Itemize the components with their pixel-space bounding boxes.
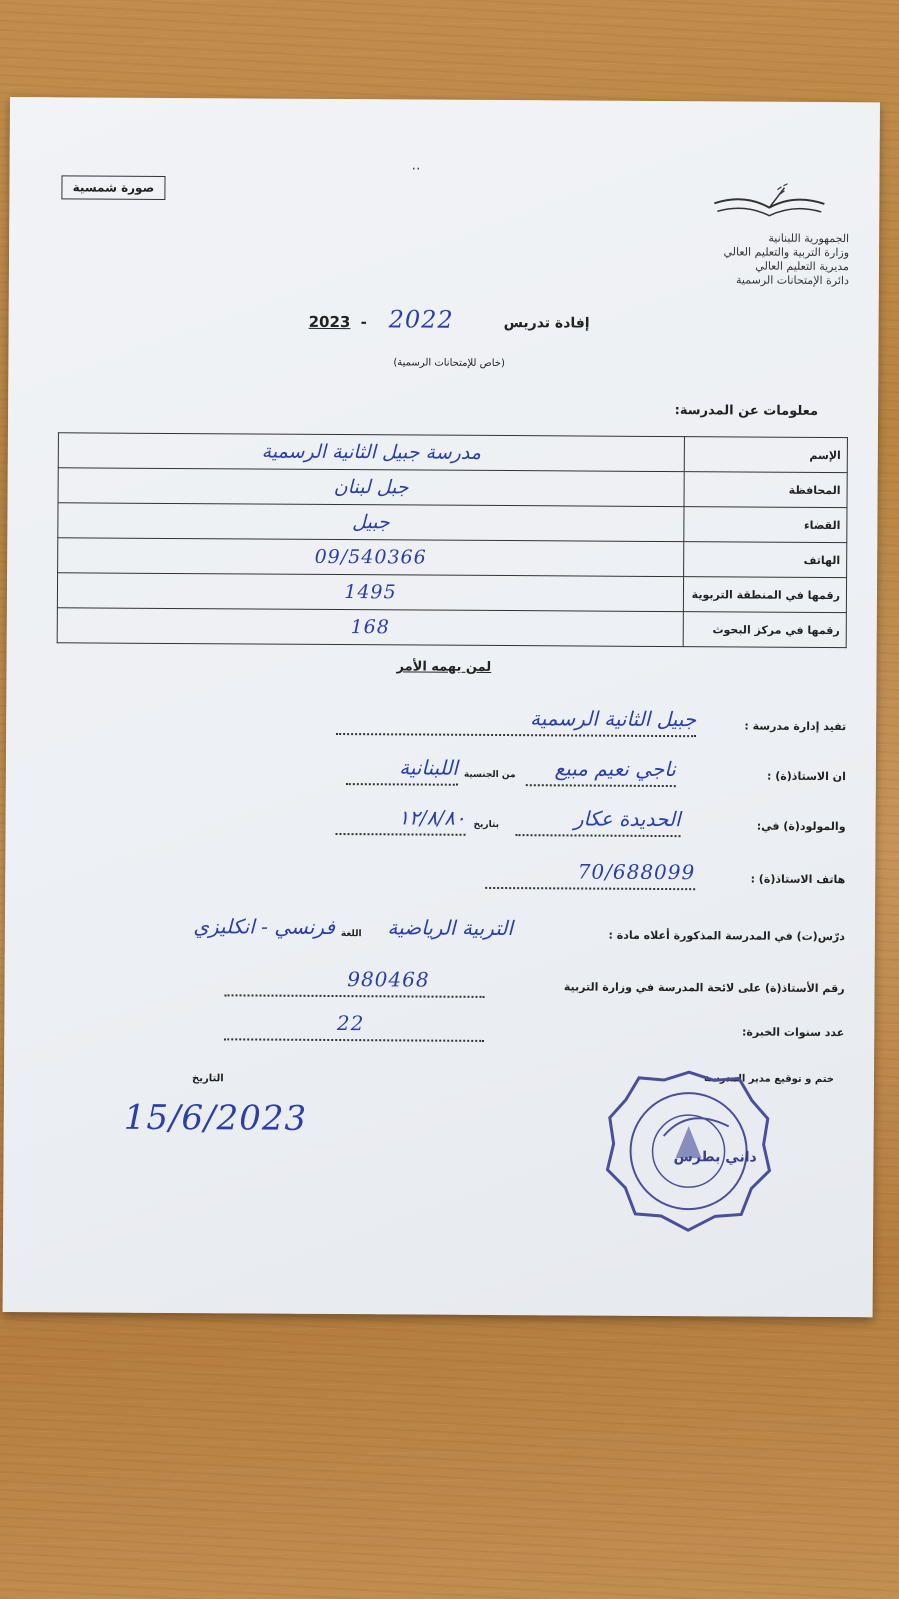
nationality-label: من الجنسية [463, 769, 516, 781]
paper-dots: ·· [411, 161, 421, 178]
teacher-number-label: رقم الأستاذ(ة) على لائحة المدرسة في وزارة التربية [563, 980, 845, 996]
table-row [58, 468, 847, 508]
table-row [58, 433, 847, 473]
school-admin-label: تفيد إدارة مدرسة : [744, 719, 847, 734]
ministry-header [723, 231, 849, 288]
district-label: القضاء [684, 507, 847, 543]
region-number-value: 1495 [57, 573, 683, 612]
school-name-value: مدرسة جبيل الثانية الرسمية [58, 433, 684, 472]
experience-years-value: 22 [336, 1011, 365, 1036]
school-admin-value: جبيل الثانية الرسمية [529, 706, 697, 732]
photo-label: صورة شمسية [72, 180, 155, 195]
ministry-line: دائرة الإمتحانات الرسمية [735, 273, 849, 288]
field-phone [45, 859, 846, 895]
teacher-phone-value: 70/688099 [577, 859, 696, 885]
table-row [57, 573, 846, 613]
table-row [57, 608, 846, 648]
birth-date-label: بتاريخ [473, 819, 500, 831]
title-label: إفادة تدريس [503, 315, 590, 332]
school-name-label: الإسم [684, 437, 847, 473]
research-number-label: رقمها في مركز البحوث [683, 612, 846, 648]
birth-date-line [335, 805, 466, 836]
table-row [58, 503, 847, 543]
school-section-heading: معلومات عن المدرسة: [674, 403, 819, 419]
region-number-label: رقمها في المنطقة التربوية [683, 577, 846, 613]
field-birth [45, 805, 846, 842]
experience-years-label: عدد سنوات الخبرة: [741, 1025, 845, 1040]
birth-date-value: ١٢/٨/٨٠ [398, 805, 466, 830]
teaching-certificate-document [3, 97, 880, 1317]
subject-label: درّس(ت) في المدرسة المذكورة أعلاه مادة : [608, 928, 845, 944]
ministry-line: الجمهورية اللبنانية [768, 231, 850, 246]
nationality-value: اللبنانية [399, 755, 458, 780]
birth-place-value: الحديدة عكار [573, 806, 681, 832]
teacher-phone-label: هاتف الاستاذ(ة) : [750, 872, 846, 887]
date-label: التاريخ [191, 1073, 224, 1085]
subject-value: التربية الرياضية [387, 915, 514, 941]
field-years [44, 1011, 845, 1048]
birth-label: والمولود(ة) في: [756, 819, 846, 834]
document-subtitle: (خاص للإمتحانات الرسمية) [393, 357, 505, 370]
language-value: فرنسي - انكليزي [193, 914, 336, 940]
language-label: اللغة [340, 929, 362, 940]
ministry-line: مديرية التعليم العالي [755, 259, 850, 274]
field-number [44, 967, 845, 1004]
school-admin-line [336, 706, 697, 737]
date-value: 15/6/2023 [123, 1097, 308, 1139]
ministry-line: وزارة التربية والتعليم العالي [723, 245, 850, 260]
governorate-value: جبل لبنان [58, 468, 684, 507]
to-whom-it-may-concern: لمن يهمه الأمر [396, 659, 492, 675]
teacher-label: ان الاستاذ(ة) : [767, 769, 846, 784]
school-info-table [57, 432, 848, 648]
ministry-logo-icon [709, 181, 829, 222]
year-end: 2023 [308, 312, 351, 332]
teacher-phone-line [485, 859, 696, 890]
research-number-value: 168 [57, 608, 683, 647]
district-value: جبيل [58, 503, 684, 542]
field-subject [45, 914, 845, 952]
teacher-number-value: 980468 [347, 967, 430, 992]
governorate-label: المحافظة [684, 472, 847, 508]
teacher-name-line [526, 756, 676, 787]
field-school-admin [46, 706, 847, 742]
school-phone-label: الهاتف [684, 542, 847, 578]
experience-years-line [224, 1011, 484, 1042]
year-start: 2022 [388, 305, 454, 334]
principal-signature-label: ختم و توقيع مدير المدرسة [703, 1073, 835, 1086]
subject-line [375, 915, 514, 944]
year-separator: - [360, 313, 367, 332]
signer-name: داني بطرس [673, 1149, 757, 1166]
language-line [145, 914, 336, 943]
table-row [58, 538, 847, 578]
birth-place-line [515, 806, 681, 837]
field-teacher [46, 755, 846, 792]
school-phone-value: 09/540366 [58, 538, 684, 577]
teacher-name-value: ناجي نعيم مبيع [554, 756, 676, 782]
photo-placeholder-box [61, 175, 165, 200]
nationality-line [346, 755, 458, 786]
document-title [308, 305, 609, 341]
teacher-number-line [225, 967, 485, 998]
